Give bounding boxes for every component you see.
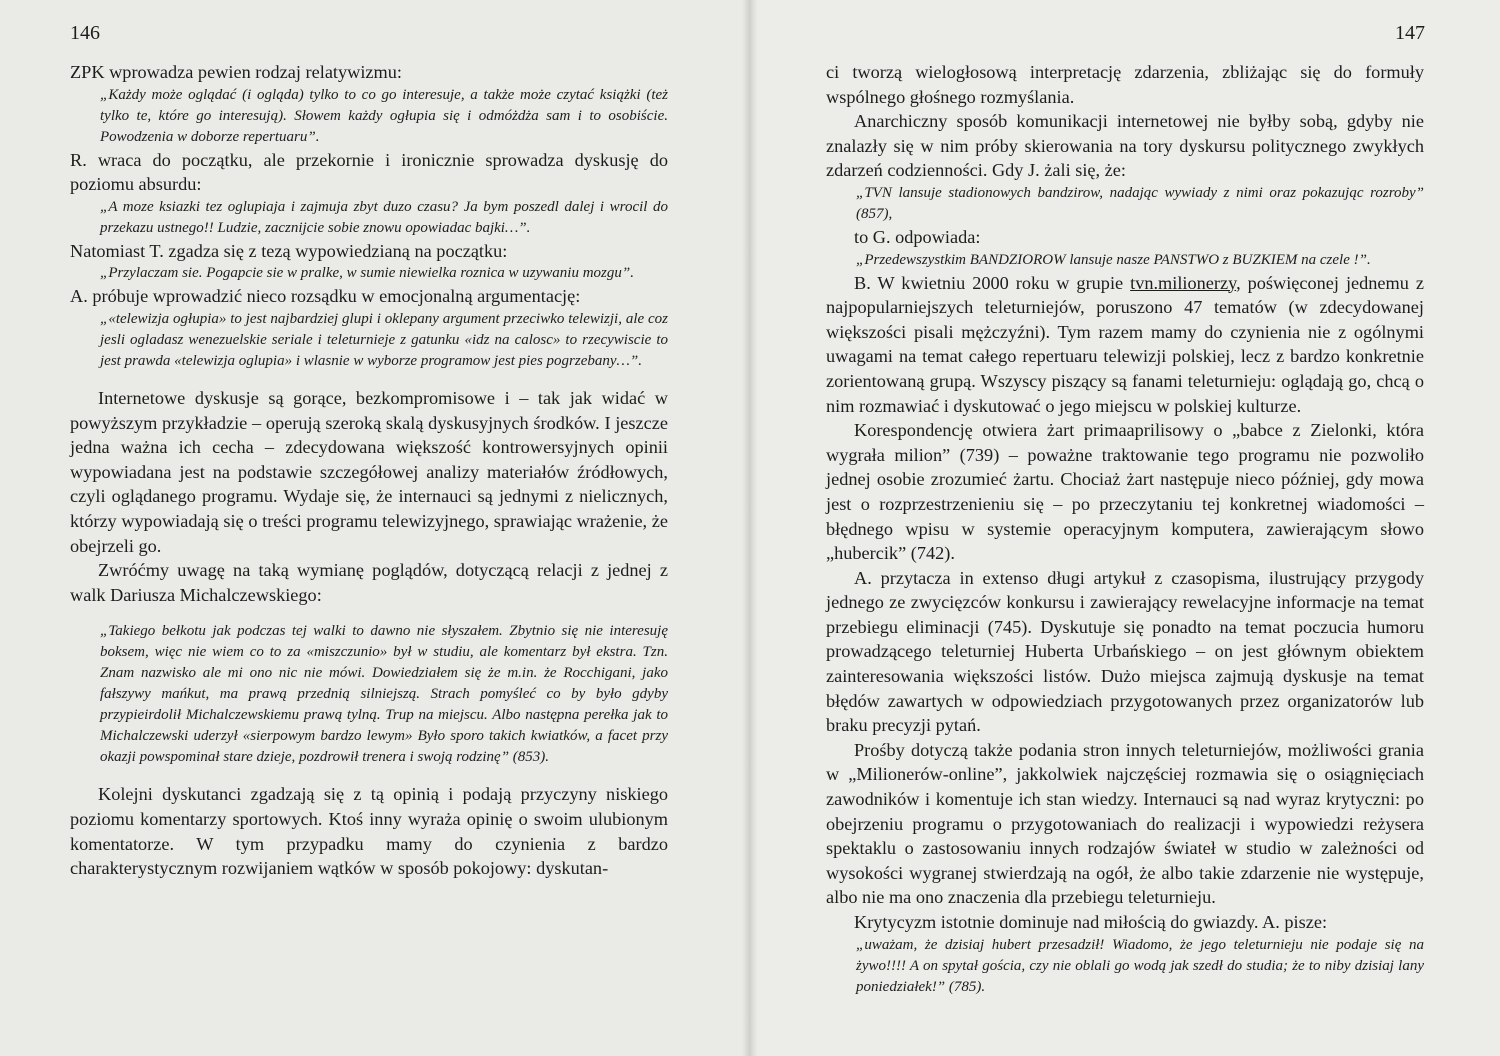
body-paragraph: Internetowe dyskusje są gorące, bezkompromisowe i – tak jak widać w powyższym przykładzie – operują szeroką skalą dyskusyjnych środków. I jeszcze jedna ważna ich cecha – zdecydowana większość kontrowersyjnych opinii wypowiadana jest na podstawie szczegółowej analizy materiałów źródłowych, czyli oglądanego programu. Wydaje się, że internauci są jednymi z nielicznych, którzy wypowiadają się o treści programu telewizyjnego, sprawiając wrażenie, że obejrzeli go. xyxy=(70,387,668,556)
body-paragraph: Prośby dotyczą także podania stron innych teleturniejów, możliwości grania w „Milionerów-online”, jakkolwiek najczęściej rozmawia się o osiągnięciach zawodników i komentuje ich stan wiedzy. Internauci są nad wyraz krytyczni: po obejrzeniu programu o przygotowaniach do realizacji i wypowiedzi reżysera spektaklu o zastosowaniu innych rodzajów świateł w studio w zależności od wysokości wygranej stwierdzają na ogół, że albo takie zdarzenie nie występuje, albo nie ma ono znaczenia dla przebiegu teleturnieju. xyxy=(826,739,1424,908)
block-quote: „Takiego bełkotu jak podczas tej walki to dawno nie słyszałem. Zbytnio się nie interesuję boksem, więc nie wiem co to za «miszczunio» był w studiu, ale komentarz był ekstra. Tzn. Znam nazwisko ale mi ono nic nie mówi. Dowiedziałem się że m.in. że Rocchigani, jako fałszywy mańkut, ma prawą przednią silniejszą. Strach pomyśleć co by było gdyby przypieirdolił Michalczewskiemu prawą tylną. Trup na miejscu. Albo następna perełka jak to Michalczewski uderzył «sierpowym bardzo lewym» Było sporo takich kwiatków, a facet przy okazji powspominał stare dzieje, pozdrowił trenera i swoją rodzinę” (853). xyxy=(100,623,668,766)
block-quote: „TVN lansuje stadionowych bandzirow, nadając wywiady z nimi oraz pokazując rozroby” (857), xyxy=(856,184,1424,222)
body-paragraph: Natomiast T. zgadza się z tezą wypowiedzianą na początku: xyxy=(70,240,508,261)
body-paragraph: Kolejni dyskutanci zgadzają się z tą opinią i podają przyczyny niskiego poziomu komentarzy sportowych. Ktoś inny wyraża opinię o swoim ulubionym komentatorze. W tym przypadku mamy do czynienia z bardzo charakterystycznym rozwijaniem wątków w sposób pokojowy: dyskutan- xyxy=(70,784,668,879)
block-quote: „Przylaczam sie. Pogapcie sie w pralke, w sumie niewielka roznica w uzywaniu mozgu”. xyxy=(100,265,634,282)
body-paragraph: Anarchiczny sposób komunikacji internetowej nie byłby sobą, gdyby nie znalazły się w nim próby skierowania na tory dyskursu politycznego zwykłych zdarzeń codzienności. Gdy J. żali się, że: xyxy=(826,111,1424,181)
body-paragraph: A. przytacza in extenso długi artykuł z czasopisma, ilustrujący przygody jednego ze zwycięzców konkursu i zawierający rewelacyjne informacje na temat przebiegu eliminacji (745). Dyskutuje się ponadto na temat poczucia humoru prowadzącego teleturniej Huberta Urbańskiego – on jest głównym obiektem zainteresowania większości listów. Dużo miejsca zajmują dyskusje na temat błędów zawartych w odpowiedziach przygotowanych przez organizatorów lub braku precyzji pytań. xyxy=(826,567,1424,736)
book-gutter xyxy=(742,0,758,1056)
body-paragraph: R. wraca do początku, ale przekornie i ironicznie sprowadza dyskusję do poziomu absurdu: xyxy=(70,149,668,195)
page-number: 147 xyxy=(1395,22,1425,44)
body-paragraph: ZPK wprowadza pewien rodzaj relatywizmu: xyxy=(70,62,402,82)
body-paragraph: to G. odpowiada: xyxy=(854,226,981,247)
paragraph-text: , poświęconej jednemu z najpopularniejszych teleturniejów, poruszono 47 tematów (w zdecydowanej większości pisali mężczyźni). Tym razem mamy do czynienia nie z ogólnymi uwagami na temat całego repertuaru telewizji polskiej, lecz z bardzo konkretnie zorientowaną grupą. Wszyscy piszący są fanami teleturnieju: oglądają go, chcą o nim rozmawiać i dyskutować o jego miejscu w polskiej kulturze. xyxy=(826,272,1424,416)
paragraph-text: B. W kwietniu 2000 roku w grupie xyxy=(854,272,1131,293)
block-quote: „A moze ksiazki tez oglupiaja i zajmuja zbyt duzo czasu? Ja bym poszedl dalej i wrocil do przekazu ustnego!! Ludzie, zacznijcie sobie znowu opowiadac bajki…”. xyxy=(100,198,668,236)
block-quote: „Każdy może oglądać (i ogląda) tylko to co go interesuje, a także może czytać książki (też tylko te, które go interesują). Słowem każdy ogłupia się i odmóżdża sam i to osobiście. Powodzenia w doborze repertuaru”. xyxy=(100,86,668,145)
body-paragraph xyxy=(826,271,1424,419)
right-page xyxy=(750,0,1500,1056)
body-paragraph: A. próbuje wprowadzić nieco rozsądku w emocjonalną argumentację: xyxy=(70,286,581,307)
block-quote: „uważam, że dzisiaj hubert przesadził! Wiadomo, że jego teleturnieju nie podaje się na żywo!!!! A on spytał gościa, czy nie oblali go wodą jak szedł do studia; że to niby dzisiaj lany poniedziałek!” (785). xyxy=(856,936,1424,995)
body-paragraph: ci tworzą wielogłosową interpretację zdarzenia, zbliżając się do formuły wspólnego głośnego rozmyślania. xyxy=(826,62,1424,107)
page-number: 146 xyxy=(70,22,100,44)
page-text-right xyxy=(826,60,1424,998)
block-quote: „«telewizja ogłupia» to jest najbardziej glupi i oklepany argument przeciwko telewizji, ale coz jesli ogladasz wenezuelskie seriale i teleturnieje z gatunku «idz na calosc» to rzecywiscie to jest prawda «telewizja oglupia» i wlasnie w wyborze programow jest pies pogrzebany…”. xyxy=(100,310,668,369)
newsgroup-name: tvn.milionerzy xyxy=(1130,272,1237,293)
body-paragraph: Korespondencję otwiera żart primaaprilisowy o „babce z Zielonki, która wygrała milion” (739) – poważne traktowanie tego programu nie pozwoliło jednej osobie zrozumieć żartu. Chociaż żart następuje nieco później, gdy mowa jest o rozprzestrzenieniu się – po przeczytaniu tej konkretnej wiadomości – błędnego wpisu w systemie operacyjnym komputera, zawierającym słowo „hubercik” (742). xyxy=(826,420,1424,564)
page-text-left xyxy=(70,60,668,881)
block-quote: „Przedewszystkim BANDZIOROW lansuje nasze PANSTWO z BUZKIEM na czele !”. xyxy=(856,251,1371,268)
body-paragraph: Zwróćmy uwagę na taką wymianę poglądów, dotyczącą relacji z jednej z walk Dariusza Michalczewskiego: xyxy=(70,560,668,605)
body-paragraph: Krytycyzm istotnie dominuje nad miłością do gwiazdy. A. pisze: xyxy=(854,912,1328,932)
